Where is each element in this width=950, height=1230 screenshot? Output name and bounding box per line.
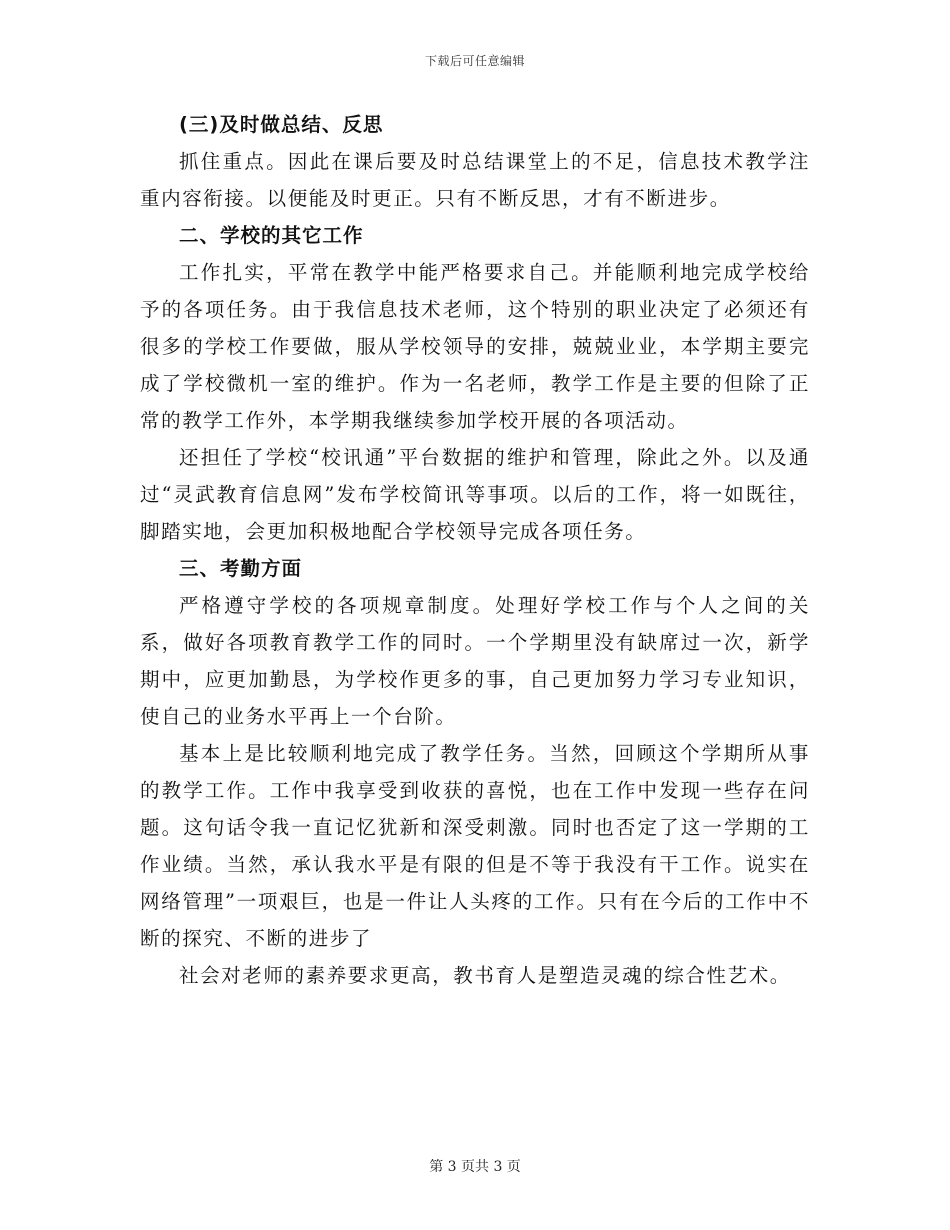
paragraph-reflection: 抓住重点。因此在课后要及时总结课堂上的不足，信息技术教学注重内容衔接。以便能及时更正。只有不断反思，才有不断进步。: [140, 150, 810, 210]
paragraph-summary: 基本上是比较顺利地完成了教学任务。当然，回顾这个学期所从事的教学工作。工作中我享受到收获的喜悦，也在工作中发现一些存在问题。这句话令我一直记忆犹新和深受刺激。同时也否定了这一学期的工作业绩。当然，承认我水平是有限的但是不等于我没有干工作。说实在网络管理”一项艰巨，也是一件让人头疼的工作。只有在今后的工作中不断的探究、不断的进步了: [140, 742, 810, 950]
document-body: [140, 106, 810, 994]
section-heading-other-work: 二、学校的其它工作: [179, 224, 364, 247]
paragraph-other-work: 工作扎实，平常在教学中能严格要求自己。并能顺利地完成学校给予的各项任务。由于我信息技术老师，这个特别的职业决定了必须还有很多的学校工作要做，服从学校领导的安排，兢兢业业，本学期主要完成了学校微机一室的维护。作为一名老师，教学工作是主要的但除了正常的教学工作外，本学期我继续参加学校开展的各项活动。: [140, 261, 810, 432]
paragraph-other-work-continued: 还担任了学校“校讯通”平台数据的维护和管理，除此之外。以及通过“灵武教育信息网”发布学校简讯等事项。以后的工作，将一如既往，脚踏实地，会更加积极地配合学校领导完成各项任务。: [140, 446, 810, 543]
section-heading-reflection: (三)及时做总结、反思: [179, 113, 384, 136]
section-heading-attendance: 三、考勤方面: [179, 557, 303, 580]
paragraph-closing: 社会对老师的素养要求更高，教书育人是塑造灵魂的综合性艺术。: [179, 964, 791, 987]
paragraph-attendance: 严格遵守学校的各项规章制度。处理好学校工作与个人之间的关系，做好各项教育教学工作的同时。一个学期里没有缺席过一次，新学期中，应更加勤恳，为学校作更多的事，自己更加努力学习专业知识，使自己的业务水平再上一个台阶。: [140, 594, 810, 728]
page-number: 第 3 页共 3 页: [429, 1159, 521, 1175]
page-header: 下载后可任意编辑: [424, 54, 525, 68]
